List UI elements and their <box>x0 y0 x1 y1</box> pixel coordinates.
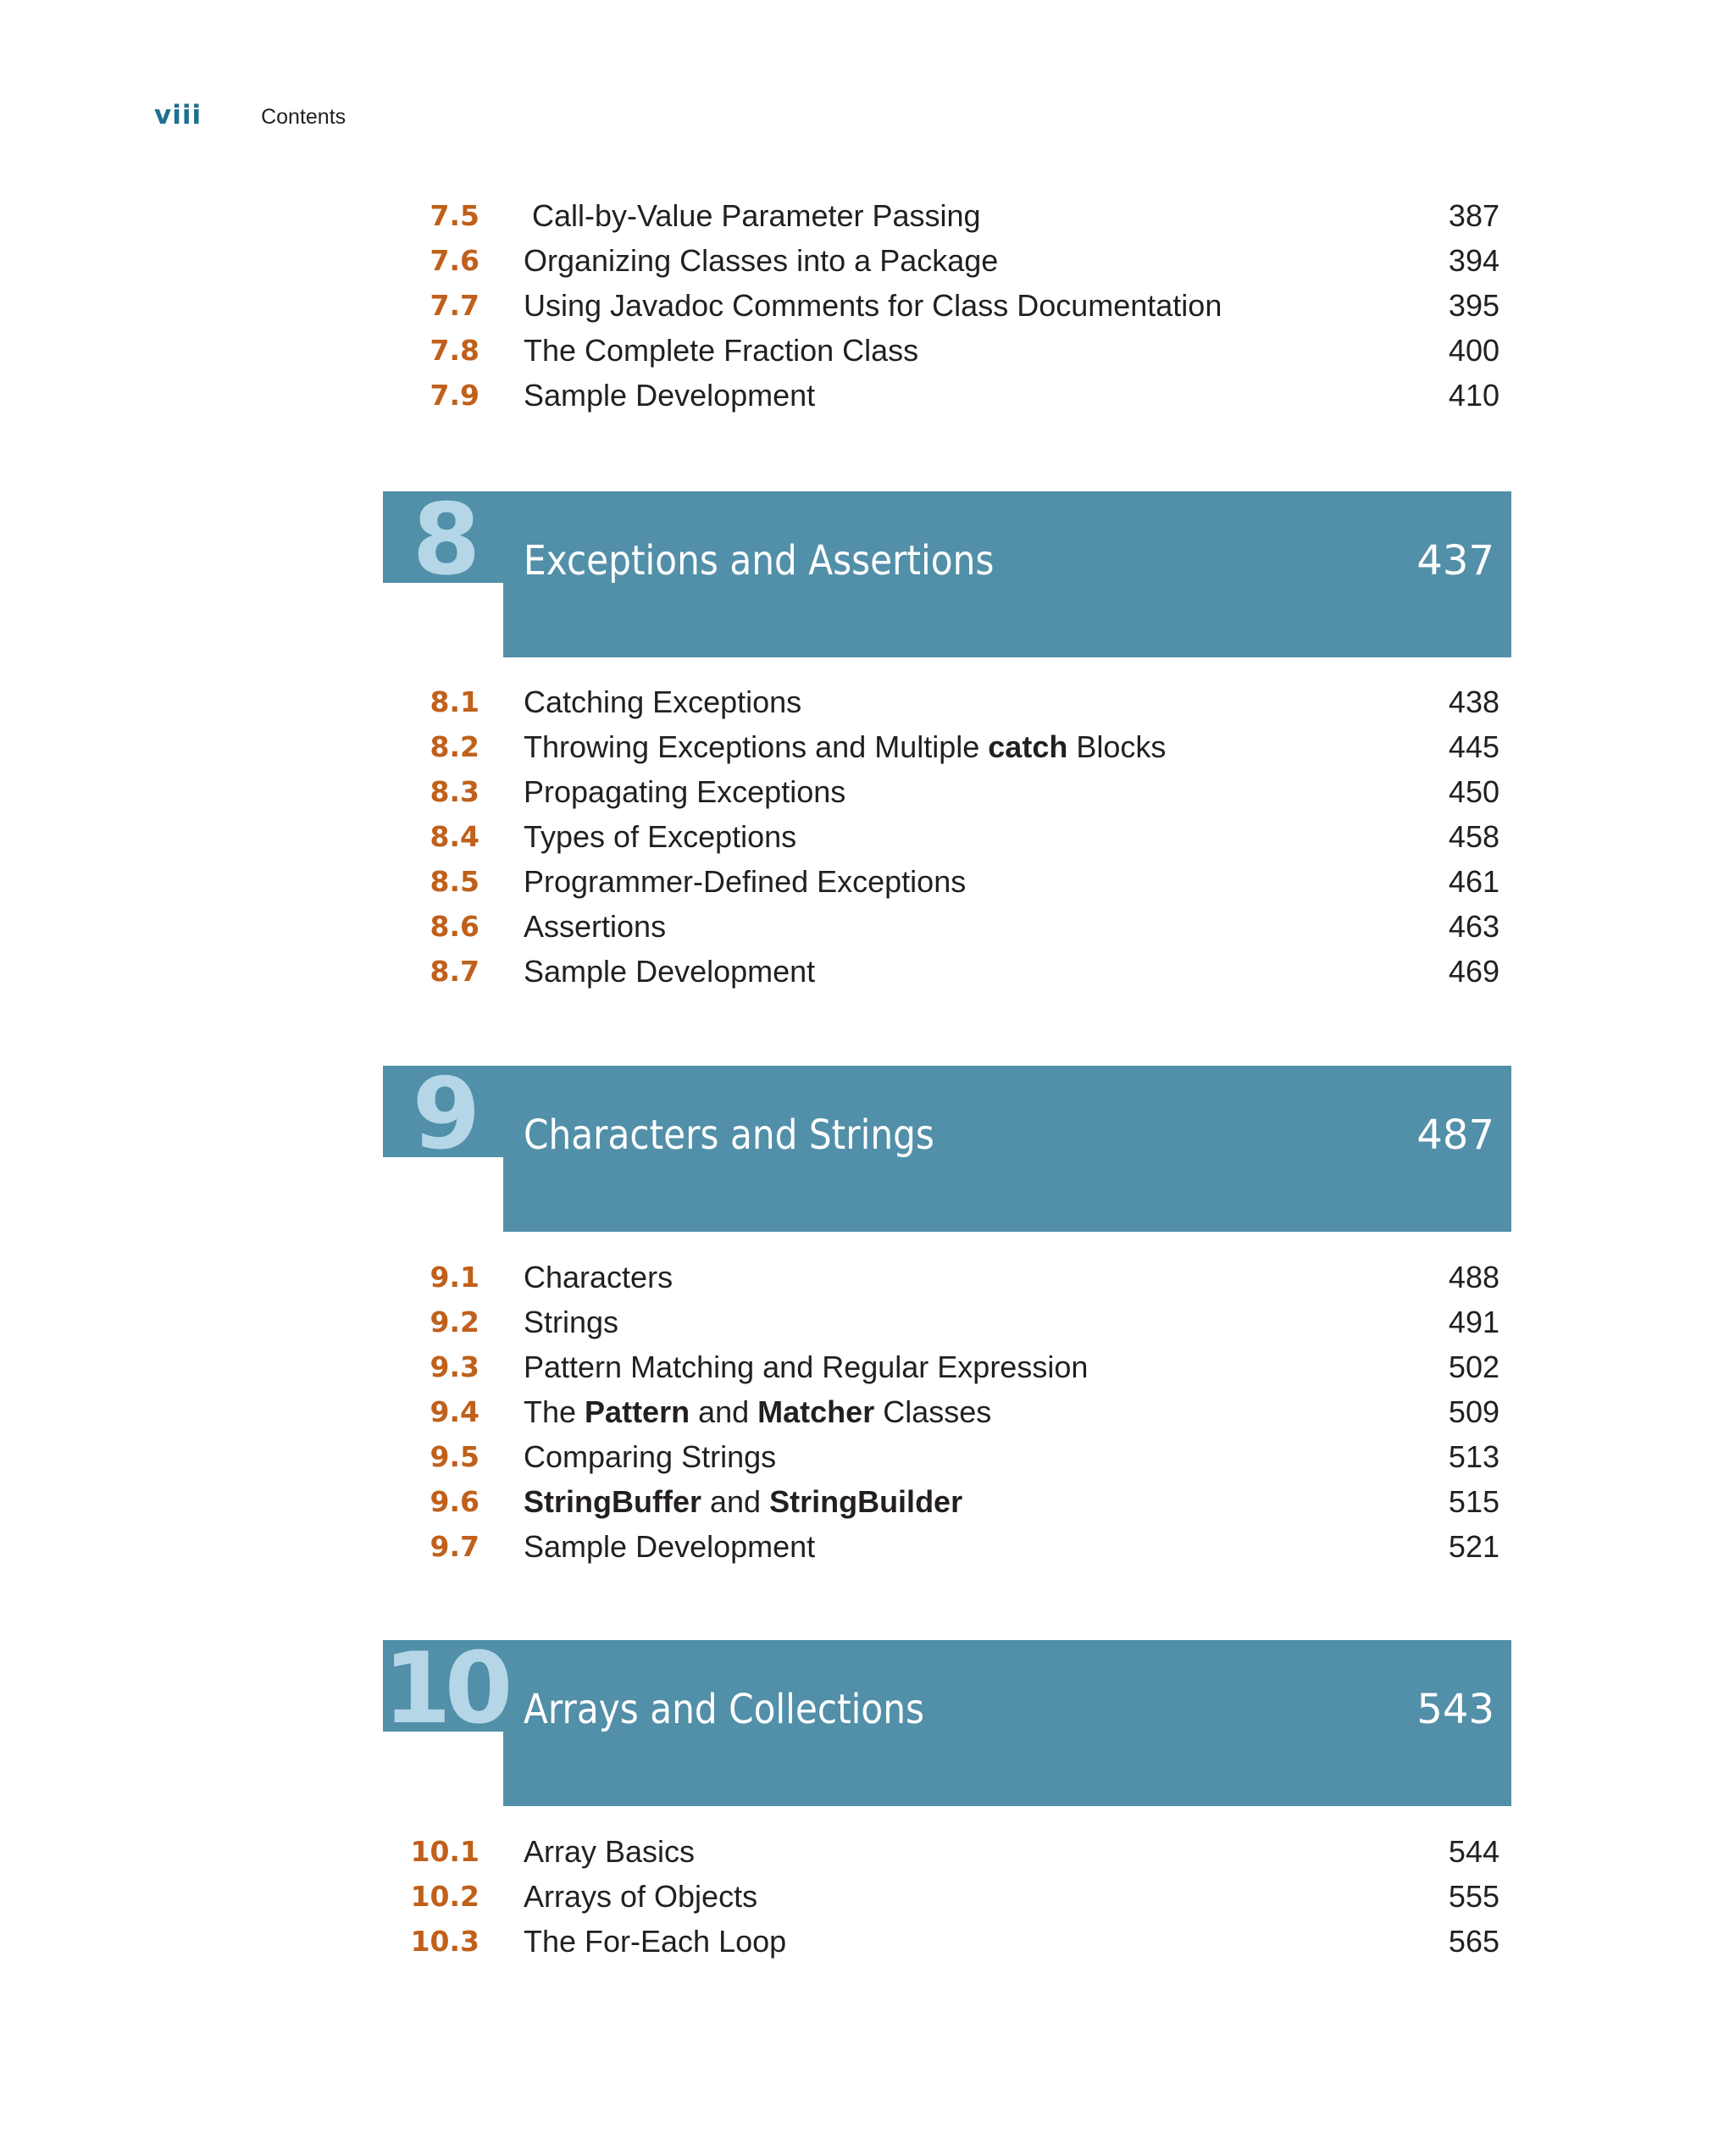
section-number: 8.3 <box>430 775 479 808</box>
section-number: 8.2 <box>430 730 479 763</box>
toc-entry[interactable] <box>381 196 1499 236</box>
title-text: Throwing Exceptions and Multiple <box>524 729 989 764</box>
section-title <box>524 1482 1381 1522</box>
toc-entry[interactable] <box>381 1302 1499 1343</box>
section-number: 8.1 <box>430 685 479 718</box>
section-title: Characters <box>524 1260 673 1294</box>
section-number: 7.8 <box>430 334 479 367</box>
toc-entry[interactable] <box>381 682 1499 723</box>
toc-entry[interactable] <box>381 241 1499 281</box>
section-number: 10.2 <box>410 1880 479 1913</box>
section-title: Organizing Classes into a Package <box>524 243 999 278</box>
toc-entry[interactable] <box>381 727 1499 768</box>
section-page: 410 <box>1448 378 1499 413</box>
section-title: Array Basics <box>524 1834 696 1869</box>
section-page: 565 <box>1448 1924 1499 1959</box>
toc-entry[interactable] <box>381 375 1499 416</box>
section-page: 445 <box>1448 729 1499 764</box>
section-page: 513 <box>1448 1439 1499 1474</box>
section-title: Assertions <box>524 909 667 944</box>
toc-entry[interactable] <box>381 862 1499 902</box>
section-page: 394 <box>1448 243 1499 278</box>
toc-entry[interactable] <box>381 1437 1499 1477</box>
section-page: 395 <box>1448 288 1499 323</box>
section-number: 9.7 <box>430 1530 479 1563</box>
section-page: 555 <box>1448 1879 1499 1914</box>
toc-entry[interactable] <box>381 1921 1499 1962</box>
section-title: Sample Development <box>524 378 816 413</box>
chapter-header-8[interactable] <box>383 483 1511 657</box>
section-number: 9.6 <box>430 1485 479 1518</box>
section-number: 9.5 <box>430 1440 479 1473</box>
section-number: 8.5 <box>430 865 479 898</box>
section-page: 400 <box>1448 333 1499 368</box>
title-text: Blocks <box>1067 729 1167 764</box>
section-page: 463 <box>1448 909 1499 944</box>
page-folio: viii <box>154 100 202 130</box>
section-number: 9.2 <box>430 1305 479 1338</box>
section-page: 515 <box>1448 1484 1499 1519</box>
section-title: Using Javadoc Comments for Class Documentation <box>524 288 1222 323</box>
chapter-title: Characters and Strings <box>524 1111 934 1159</box>
section-number: 9.3 <box>430 1350 479 1383</box>
chapter-number: 8 <box>412 483 474 597</box>
toc-entry[interactable] <box>381 285 1499 326</box>
section-page: 458 <box>1448 819 1499 854</box>
section-number: 7.6 <box>430 244 479 277</box>
section-number: 7.5 <box>430 199 479 232</box>
section-page: 469 <box>1448 954 1499 989</box>
section-page: 450 <box>1448 774 1499 809</box>
section-page: 488 <box>1448 1260 1499 1294</box>
chapter-title: Exceptions and Assertions <box>524 537 995 585</box>
section-title <box>524 727 1381 768</box>
section-number: 7.7 <box>430 289 479 322</box>
title-class-name: Pattern <box>585 1394 690 1429</box>
section-page: 461 <box>1448 864 1499 899</box>
section-number: 8.6 <box>430 910 479 943</box>
section-title: Types of Exceptions <box>524 819 797 854</box>
toc-entry[interactable] <box>381 1832 1499 1872</box>
toc-entry[interactable] <box>381 906 1499 947</box>
section-number: 9.1 <box>430 1261 479 1294</box>
section-title: Arrays of Objects <box>524 1879 758 1914</box>
section-title: The Complete Fraction Class <box>524 333 919 368</box>
chapter-page: 437 <box>1416 537 1494 585</box>
section-title: Pattern Matching and Regular Expression <box>524 1350 1089 1384</box>
title-class-name: Matcher <box>757 1394 875 1429</box>
section-title: Call-by-Value Parameter Passing <box>524 198 981 233</box>
title-text: Classes <box>874 1394 992 1429</box>
title-class-name: StringBuffer <box>524 1484 701 1519</box>
chapter-number: 9 <box>412 1057 474 1172</box>
toc-entry[interactable] <box>381 1876 1499 1917</box>
running-head-title: Contents <box>261 105 346 129</box>
toc-entry[interactable] <box>381 772 1499 812</box>
chapter-page: 487 <box>1416 1111 1494 1159</box>
section-title: Sample Development <box>524 1529 816 1564</box>
section-title <box>524 1392 1381 1433</box>
section-page: 521 <box>1448 1529 1499 1564</box>
section-title: Comparing Strings <box>524 1439 777 1474</box>
section-page: 438 <box>1448 684 1499 719</box>
section-page: 387 <box>1448 198 1499 233</box>
section-title: The For-Each Loop <box>524 1924 787 1959</box>
section-number: 10.1 <box>410 1835 479 1868</box>
toc-entry[interactable] <box>381 1347 1499 1388</box>
section-number: 7.9 <box>430 379 479 412</box>
section-number: 8.4 <box>430 820 479 853</box>
title-code-keyword: catch <box>988 729 1068 764</box>
title-class-name: StringBuilder <box>769 1484 963 1519</box>
chapter-header-9[interactable] <box>383 1057 1511 1232</box>
title-text: and <box>701 1484 770 1519</box>
toc-entry[interactable] <box>381 1482 1499 1522</box>
chapter-header-10[interactable] <box>383 1632 1511 1806</box>
section-title: Propagating Exceptions <box>524 774 846 809</box>
section-title: Programmer-Defined Exceptions <box>524 864 967 899</box>
title-text: and <box>690 1394 758 1429</box>
section-number: 10.3 <box>410 1925 479 1958</box>
section-number: 8.7 <box>430 955 479 988</box>
section-title: Catching Exceptions <box>524 684 802 719</box>
section-page: 509 <box>1448 1394 1499 1429</box>
toc-entry[interactable] <box>381 1257 1499 1298</box>
chapter-number: 10 <box>383 1632 507 1746</box>
toc-entry[interactable] <box>381 817 1499 857</box>
toc-entry[interactable] <box>381 1392 1499 1433</box>
section-page: 491 <box>1448 1305 1499 1339</box>
toc-entry[interactable] <box>381 1527 1499 1567</box>
chapter-title: Arrays and Collections <box>524 1686 925 1733</box>
section-page: 544 <box>1448 1834 1499 1869</box>
section-title: Sample Development <box>524 954 816 989</box>
title-text: The <box>524 1394 585 1429</box>
section-title: Strings <box>524 1305 619 1339</box>
section-number: 9.4 <box>430 1395 479 1428</box>
chapter-page: 543 <box>1416 1686 1494 1733</box>
toc-entry[interactable] <box>381 951 1499 992</box>
toc-entry[interactable] <box>381 330 1499 371</box>
section-page: 502 <box>1448 1350 1499 1384</box>
